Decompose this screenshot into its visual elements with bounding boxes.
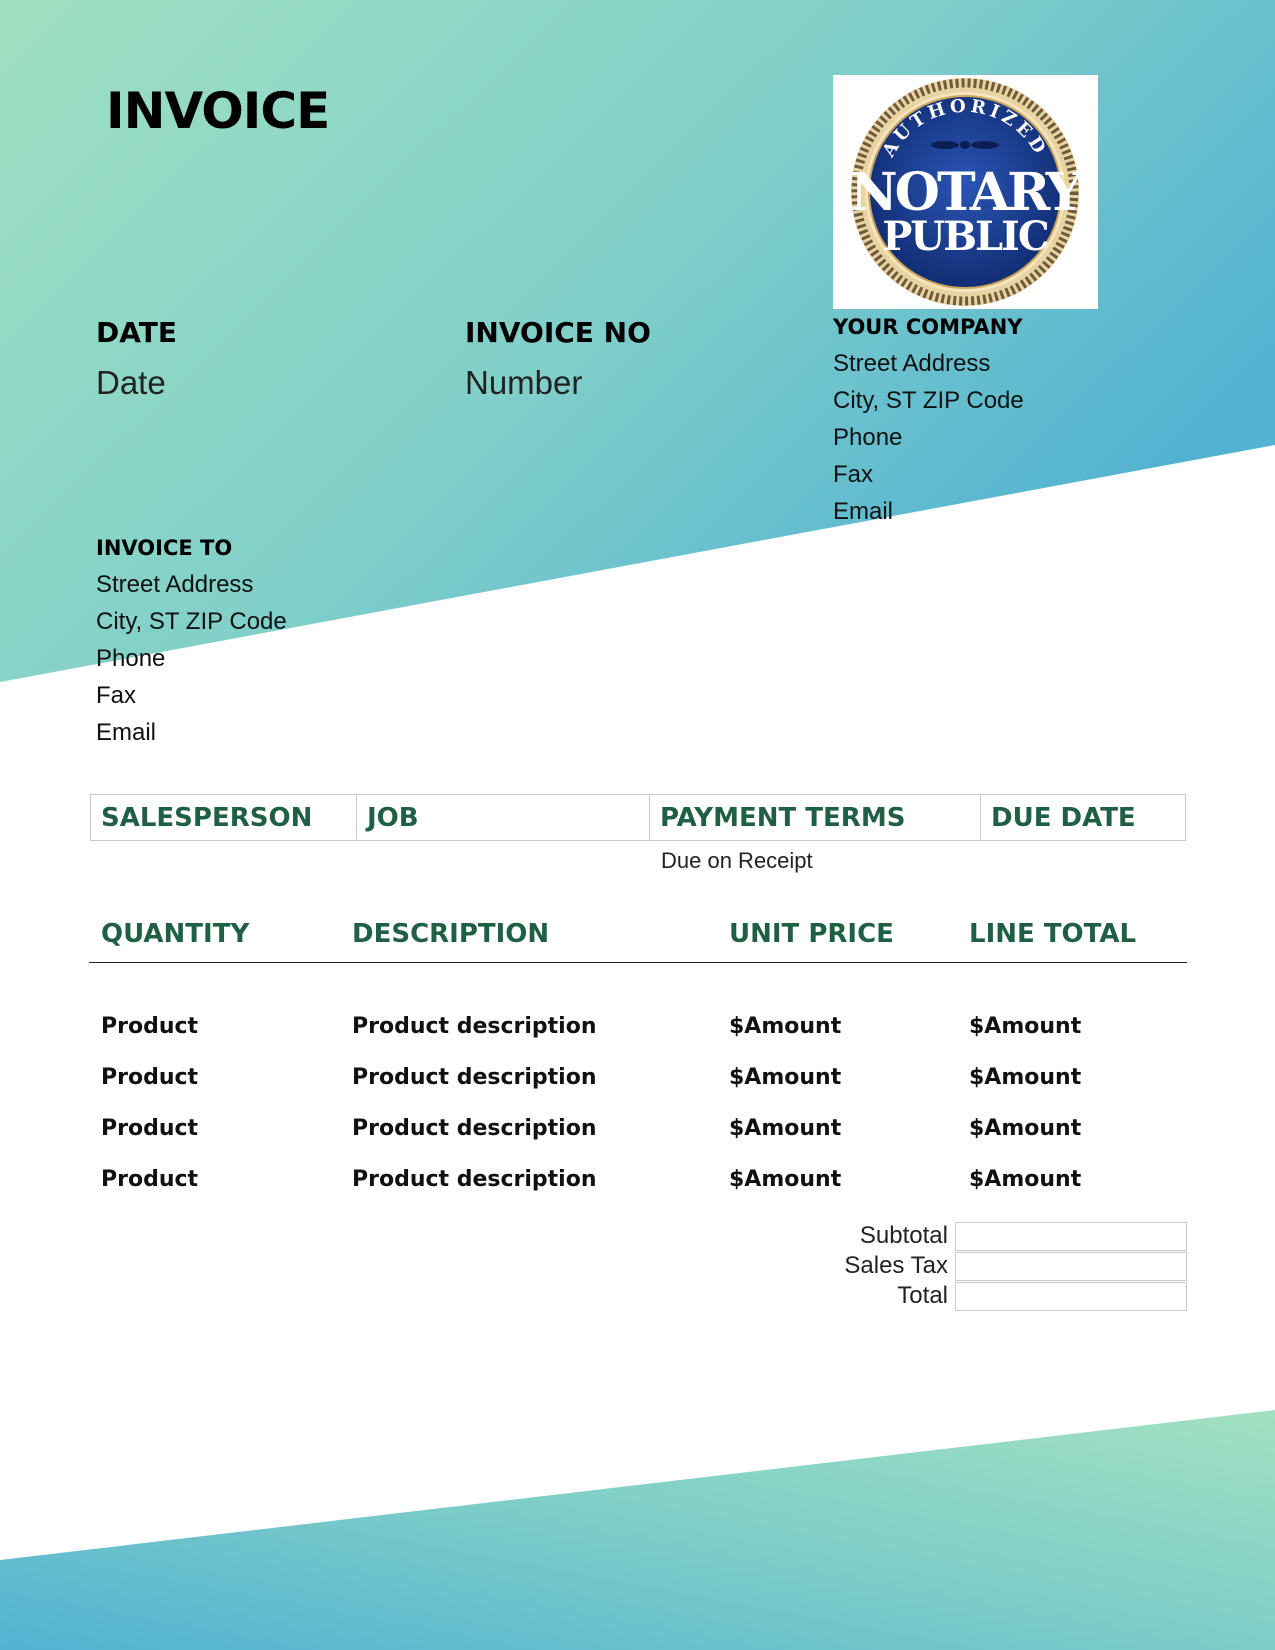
- row-line-total: $Amount: [969, 1116, 1082, 1141]
- invoice-to-fax: Fax: [96, 682, 137, 709]
- notary-public-logo: [833, 75, 1098, 309]
- row-unit-price: $Amount: [729, 1014, 842, 1039]
- company-email: Email: [833, 498, 894, 525]
- subtotal-label: Subtotal: [859, 1222, 948, 1249]
- invoice-to-street: Street Address: [96, 571, 254, 598]
- row-quantity: Product: [101, 1014, 199, 1039]
- invoice-to-block: [96, 536, 287, 751]
- row-description: Product description: [352, 1167, 597, 1192]
- job-header: JOB: [357, 795, 650, 841]
- row-line-total: $Amount: [969, 1014, 1082, 1039]
- row-unit-price: $Amount: [729, 1167, 842, 1192]
- bottom-gradient-band: [0, 1410, 1275, 1650]
- info-table: [90, 794, 1186, 841]
- sales-tax-field[interactable]: [955, 1252, 1187, 1281]
- invoice-no-value: Number: [465, 364, 583, 401]
- sales-tax-row: [780, 1252, 1190, 1282]
- logo-ring-text: AUTHORIZED: [878, 95, 1052, 161]
- company-block: [833, 315, 1024, 530]
- company-city: City, ST ZIP Code: [833, 387, 1024, 414]
- table-row: [89, 1014, 1187, 1065]
- table-row: [89, 1116, 1187, 1167]
- row-unit-price: $Amount: [729, 1116, 842, 1141]
- table-row: [89, 1167, 1187, 1218]
- date-label: DATE: [96, 316, 177, 349]
- total-field[interactable]: [955, 1282, 1187, 1311]
- invoice-to-phone: Phone: [96, 645, 166, 672]
- subtotal-row: [780, 1222, 1190, 1252]
- total-label: Total: [897, 1282, 948, 1309]
- unit-price-header: UNIT PRICE: [729, 919, 894, 949]
- company-street: Street Address: [833, 350, 991, 377]
- quantity-header: QUANTITY: [101, 919, 250, 949]
- items-header: [89, 905, 1187, 963]
- row-quantity: Product: [101, 1167, 199, 1192]
- company-phone: Phone: [833, 424, 903, 451]
- row-unit-price: $Amount: [729, 1065, 842, 1090]
- payment-terms-value: Due on Receipt: [661, 848, 813, 873]
- row-line-total: $Amount: [969, 1167, 1082, 1192]
- row-quantity: Product: [101, 1065, 199, 1090]
- row-description: Product description: [352, 1014, 597, 1039]
- table-row: [89, 1065, 1187, 1116]
- subtotal-field[interactable]: [955, 1222, 1187, 1251]
- logo-line1: NOTARY: [850, 162, 1080, 223]
- total-row: [780, 1282, 1190, 1312]
- sales-tax-label: Sales Tax: [844, 1252, 948, 1279]
- row-line-total: $Amount: [969, 1065, 1082, 1090]
- description-header: DESCRIPTION: [352, 919, 550, 949]
- salesperson-header: SALESPERSON: [91, 795, 357, 841]
- company-label: YOUR COMPANY: [833, 315, 1023, 339]
- date-value: Date: [96, 364, 166, 401]
- row-quantity: Product: [101, 1116, 199, 1141]
- items-list: [89, 1014, 1187, 1218]
- row-description: Product description: [352, 1116, 597, 1141]
- due-date-header: DUE DATE: [981, 795, 1186, 841]
- payment-terms-header: PAYMENT TERMS: [650, 795, 981, 841]
- invoice-to-city: City, ST ZIP Code: [96, 608, 287, 635]
- invoice-to-email: Email: [96, 719, 157, 746]
- company-fax: Fax: [833, 461, 874, 488]
- totals-block: [780, 1222, 1190, 1312]
- logo-line2: PUBLIC: [882, 213, 1048, 260]
- invoice-title: INVOICE: [106, 82, 330, 140]
- invoice-no-label: INVOICE NO: [465, 316, 651, 349]
- line-total-header: LINE TOTAL: [969, 919, 1137, 949]
- row-description: Product description: [352, 1065, 597, 1090]
- invoice-to-label: INVOICE TO: [96, 536, 233, 560]
